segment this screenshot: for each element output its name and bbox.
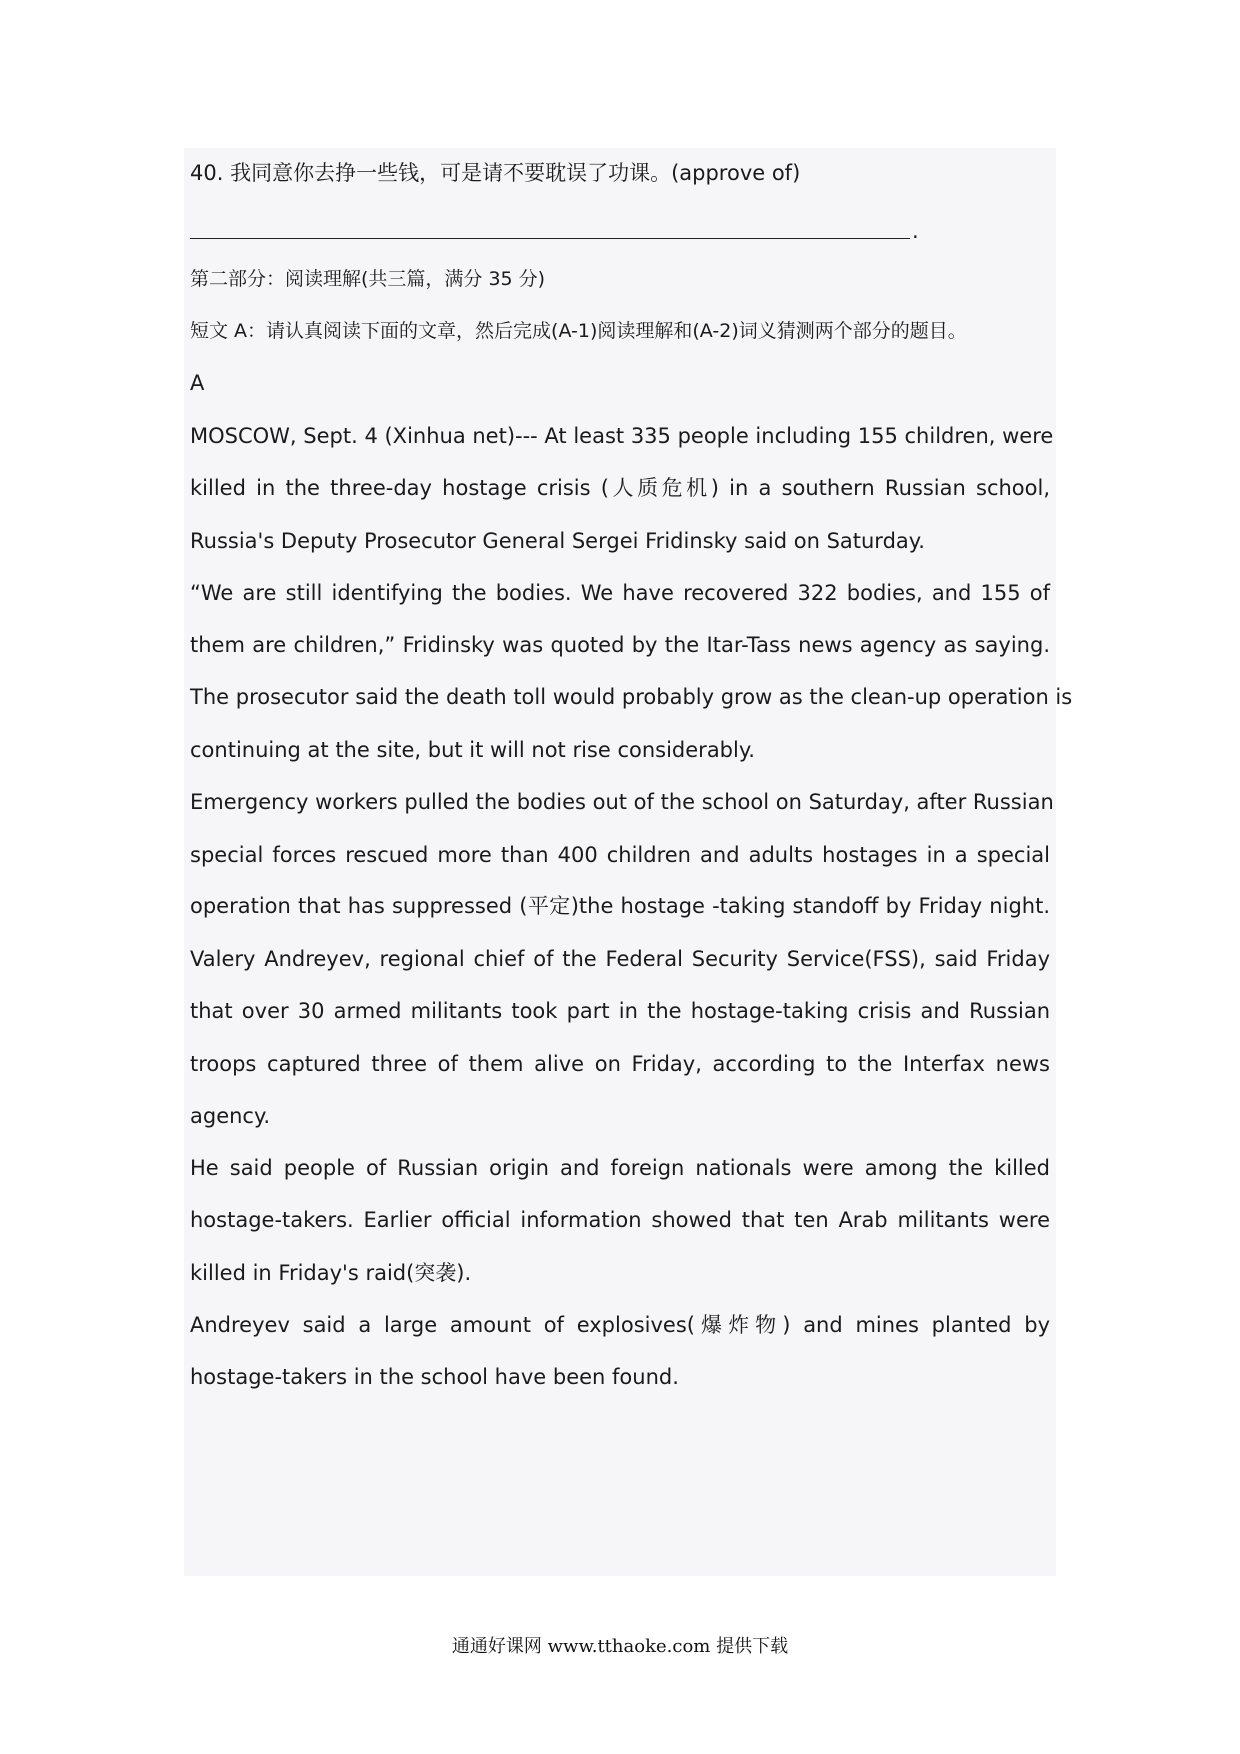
passage-line: MOSCOW, Sept. 4 (Xinhua net)--- At least 335 people including 155 children, were <box>190 424 1054 448</box>
passage-line: troops captured three of them alive on Friday, according to the Interfax news <box>190 1052 1050 1076</box>
passage-line: Russia's Deputy Prosecutor General Sergei Fridinsky said on Saturday. <box>190 529 925 553</box>
answer-blank-line <box>190 238 910 239</box>
passage-line: hostage-takers in the school have been found. <box>190 1365 679 1389</box>
passage-line: agency. <box>190 1104 271 1128</box>
passage-line: that over 30 armed militants took part in the hostage-taking crisis and Russian <box>190 999 1050 1023</box>
passage-line: The prosecutor said the death toll would probably grow as the clean-up operation is <box>190 685 1073 709</box>
passage-line: Emergency workers pulled the bodies out of the school on Saturday, after Russian <box>190 790 1054 814</box>
question-40: 40. 我同意你去挣一些钱，可是请不要耽误了功课。(approve of) <box>190 161 801 185</box>
passage-line: He said people of Russian origin and foreign nationals were among the killed <box>190 1156 1050 1180</box>
passage-line: “We are still identifying the bodies. We have recovered 322 bodies, and 155 of <box>190 581 1050 605</box>
section-instruction: 短文 A：请认真阅读下面的文章，然后完成(A-1)阅读理解和(A-2)词义猜测两个部分的题目。 <box>190 320 967 342</box>
page-footer: 通通好课网 www.tthaoke.com 提供下载 <box>451 1636 789 1657</box>
passage-line: special forces rescued more than 400 children and adults hostages in a special <box>190 843 1050 867</box>
passage-label: A <box>190 371 205 395</box>
document-body <box>184 148 1073 1576</box>
passage-line: continuing at the site, but it will not rise considerably. <box>190 738 755 762</box>
passage-line: killed in the three-day hostage crisis (人质危机) in a southern Russian school, <box>190 476 1050 500</box>
passage-line: them are children,” Fridinsky was quoted by the Itar-Tass news agency as saying. <box>190 633 1050 657</box>
passage-line: operation that has suppressed (平定)the hostage -taking standoff by Friday night. <box>190 894 1050 918</box>
answer-period: . <box>912 219 919 243</box>
section-heading: 第二部分：阅读理解(共三篇，满分 35 分) <box>190 268 546 290</box>
passage-line: killed in Friday's raid(突袭). <box>190 1261 472 1285</box>
passage-line: hostage-takers. Earlier official information showed that ten Arab militants were <box>190 1208 1050 1232</box>
passage-line: Andreyev said a large amount of explosives(爆炸物) and mines planted by <box>190 1313 1050 1337</box>
passage-line: Valery Andreyev, regional chief of the Federal Security Service(FSS), said Friday <box>190 947 1050 971</box>
